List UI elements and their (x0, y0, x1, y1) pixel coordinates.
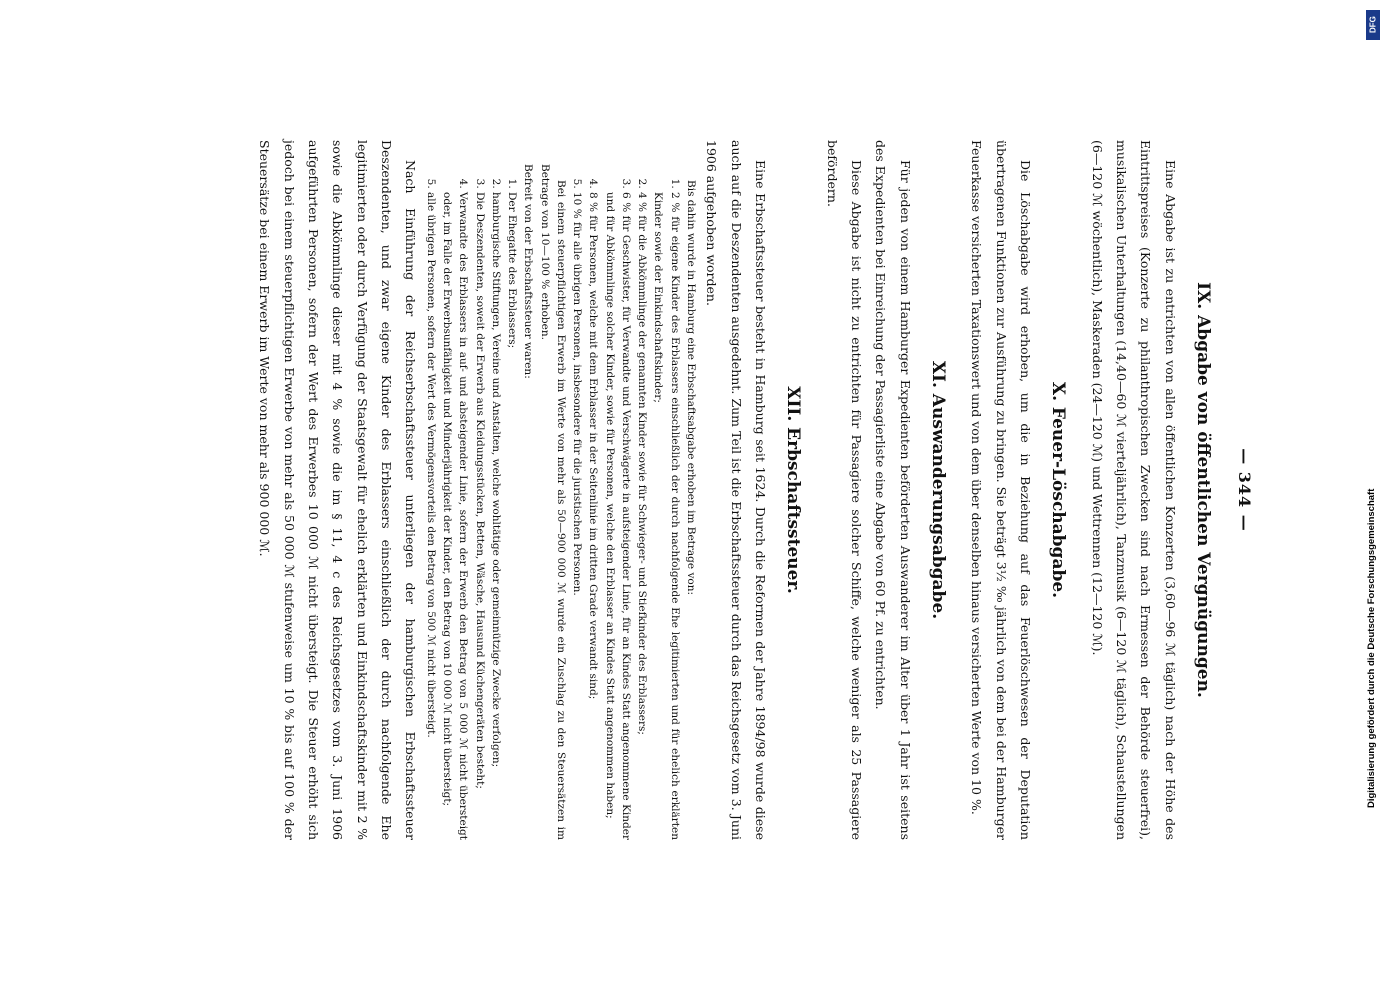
rates-list (569, 192, 683, 840)
list-item: 4. 8 % für Personen, welche mit dem Erblasser in der Seitenlinie im dritten Grade verwandt sind; (585, 192, 601, 840)
paragraph-section-11-b: Diese Abgabe ist nicht zu entrichten für Passagiere solcher Schiffe, welche weniger als 25 Passagiere befördern. (824, 140, 865, 840)
paragraph-section-9: Eine Abgabe ist zu entrichten von allen öffentlichen Konzerten (3,60—96 ℳ täglich) nach der Höhe des Eintrittspreises (Konzerte zu philanthropischen Zwecken sind nach Ermessen der Behörde steuerfrei), musikalischen Unterhaltungen (14,40—60 ℳ vierteljährlich), Tanzmusik (6—120 ℳ täglich), Schaustellungen (6—120 ℳ wöchentlich), Maskeraden (24—120 ℳ) und Wettrennen (12—120 ℳ). (1089, 140, 1178, 840)
exempt-list (422, 192, 520, 840)
digitization-sidebar (1366, 8, 1382, 992)
list-item: 2. 4 % für die Abkömmlinge der genannten Kinder sowie für Schwieger- und Stiefkinder des Erblassers; (634, 192, 650, 840)
list-item: 3. Die Deszendenten, soweit der Erwerb aus Kleidungsstücken, Betten, Wäsche, Hausund Küchengeräten besteht; (471, 192, 487, 840)
heading-section-10: X. Feuer-Löschabgabe. (1048, 381, 1069, 599)
heading-section-11: XI. Auswanderungsabgabe. (927, 360, 948, 620)
page-number: — 344 — (1235, 448, 1254, 532)
exempt-intro: Befreit von der Erbschaftssteuer waren: (522, 164, 535, 379)
paragraph-section-10: Die Löschabgabe wird erhoben, um die in Beziehung auf das Feuerlöschwesen der Deputation übertragenen Funktionen zur Ausführung zu bringen. Sie beträgt 3½ ‰ jährlich von dem bei der Hamburger Feuerkasse versicherten Taxationswert und von dem über denselben hinaus versicherten Werte von 10 %. (969, 140, 1034, 840)
surcharge-paragraph: Bei einem steuerpflichtigen Erwerb im Werte von mehr als 50—900 000 ℳ wurde ein Zuschlag zu den Steuersätzen im Betrage von 10—100 % erhoben. (538, 164, 567, 840)
list-item: 5. alle übrigen Personen, sofern der Wert des Vermögensvorteils den Betrag von 500 ℳ nicht übersteigt. (422, 192, 438, 840)
heading-section-12: XII. Erbschaftssteuer. (783, 386, 804, 594)
digitization-credit: Digitalisierung gefördert durch die Deutsche Forschungsgemeinschaft (1366, 488, 1377, 808)
list-item: 4. Verwandte des Erblassers in auf- und absteigender Linie, sofern der Erwerb den Betrag von 5 000 ℳ nicht übersteigt oder, im Falle der Erwerbsunfähigkeit und Minderjährigkeit der Kinder, den Betrag von 10 000 ℳ nicht übersteigt; (439, 192, 472, 840)
list-item: 3. 6 % für Geschwister, für Verwandte und Verschwägerte in aufsteigender Linie, für an Kindes Statt angenommene Kinder und für Abkömmlinge solcher Kinder, sowie für Personen, welche den Erblasser an Kindes Statt angenommen haben; (601, 192, 634, 840)
paragraph-section-12-intro: Eine Erbschaftssteuer besteht in Hamburg seit 1624. Durch die Reformen der Jahre 1894/98 wurde diese auch auf die Deszendenten ausgedehnt. Zum Teil ist die Erbschaftssteuer durch das Reichsgesetz vom 3. Juni 1906 aufgehoben worden. (704, 140, 769, 840)
heading-section-9: IX. Abgabe von öffentlichen Vergnügungen. (1192, 282, 1213, 698)
list-item: 1. Der Ehegatte des Erblassers; (504, 192, 520, 840)
paragraph-section-12-final: Nach Einführung der Reichserbschaftssteuer unterliegen der hamburgischen Erbschaftssteuer Deszendenten, und zwar eigene Kinder des Erblassers einschließlich der durch nachfolgende Ehe legitimierten oder durch Verfügung der Staatsgewalt für ehelich erklärten und Einkindschaftskinder mit 2 % sowie die Abkömmlinge dieser mit 4 % sowie die im § 11, 4 c des Reichsgesetzes vom 3. Juni 1906 aufgeführten Personen, sofern der Wert des Erwerbes 10 000 ℳ nicht übersteigt. Die Steuer erhöht sich jedoch bei einem steuerpflichtigen Erwerbe von mehr als 50 000 ℳ stufenweise um 10 % bis auf 100 % der Steuersätze bei einem Erwerb im Werte von mehr als 900 000 ℳ. (257, 140, 419, 840)
dfg-logo: DFG (1366, 10, 1380, 40)
list-item: 1. 2 % für eigene Kinder des Erblassers einschließlich der durch nachfolgende Ehe legitimierten und für ehelich erklärten Kinder sowie der Einkindschaftskinder; (650, 192, 683, 840)
rates-intro: Bis dahin wurde in Hamburg eine Erbschaftsabgabe erhoben im Betrage von: (685, 180, 697, 596)
list-item: 2. hamburgische Stiftungen, Vereine und Anstalten, welche wohltätige oder gemeinnützige Zwecke verfolgen; (488, 192, 504, 840)
small-print-block (422, 140, 699, 840)
paragraph-section-11-a: Für jeden von einem Hamburger Expedienten beförderten Auswanderer im Alter über 1 Jahr ist seitens des Expedienten bei Einreichung der Passagierliste eine Abgabe von 60 Pf. zu entrichten. (873, 140, 913, 840)
page-content (100, 140, 1260, 840)
list-item: 5. 10 % für alle übrigen Personen, insbesondere für die juristischen Personen. (569, 192, 585, 840)
